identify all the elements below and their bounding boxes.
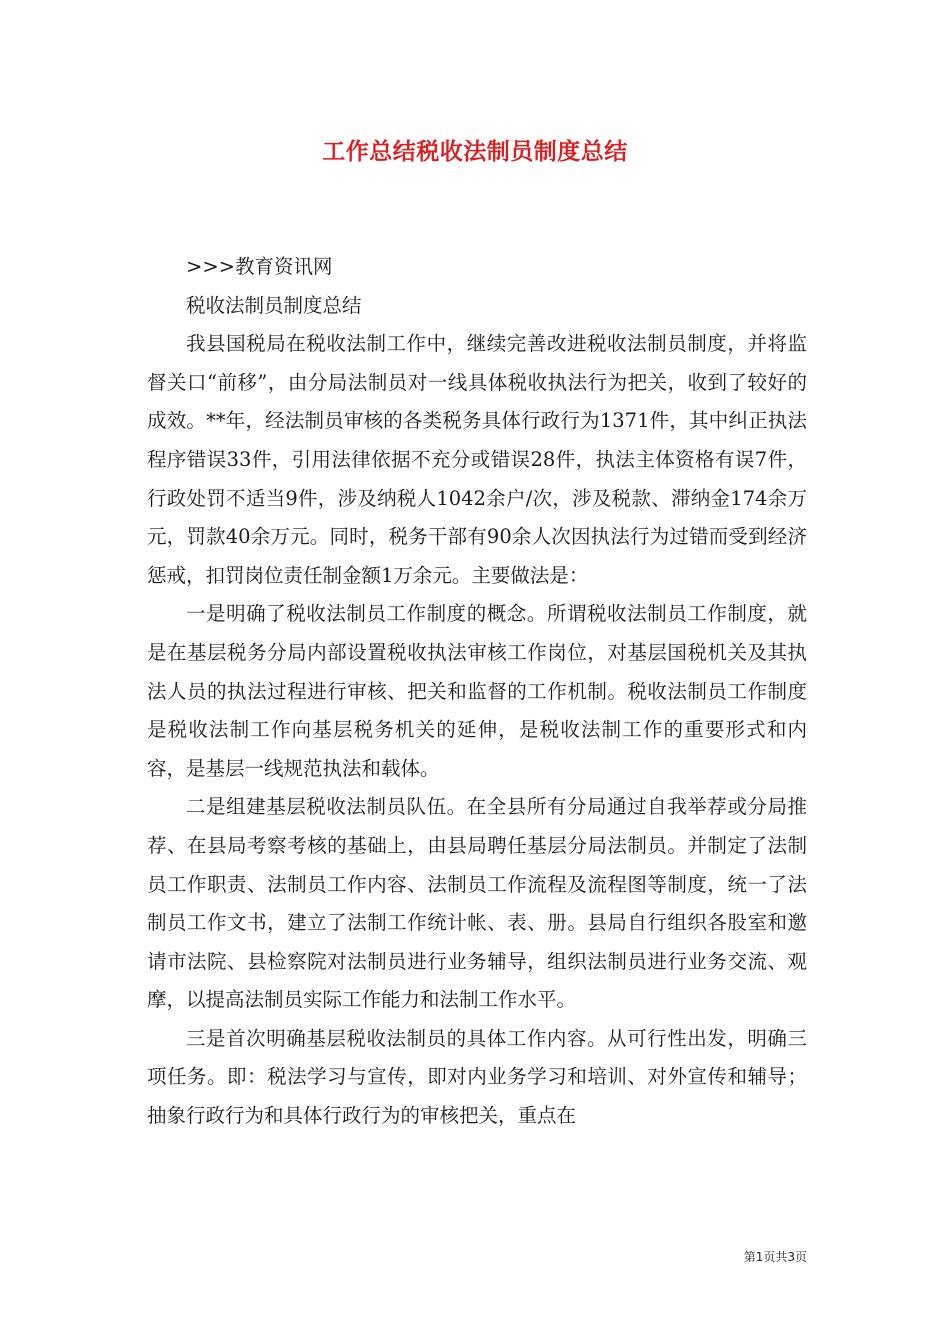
document-subtitle: 税收法制员制度总结 bbox=[186, 293, 362, 317]
paragraph: 二是组建基层税收法制员队伍。在全县所有分局通过自我举荐或分局推荐、在县局考察考核的基础上，由县局聘任基层分局法制员。并制定了法制员工作职责、法制员工作内容、法制员工作流程及流程图等制度，统一了法制员工作文书，建立了法制工作统计帐、表、册。县局自行组织各股室和邀请市法院、县检察院对法制员进行业务辅导，组织法制员进行业务交流、观摩，以提高法制员实际工作能力和法制工作水平。 bbox=[147, 795, 807, 1012]
paragraph: 我县国税局在税收法制工作中，继续完善改进税收法制员制度，并将监督关口“前移”，由分局法制员对一线具体税收执法行为把关，收到了较好的成效。**年，经法制员审核的各类税务具体行政行为1371件，其中纠正执法程序错误33件，引用法律依据不充分或错误28件，执法主体资格有误7件，行政处罚不适当9件，涉及纳税人1042余户/次，涉及税款、滞纳金174余万元，罚款40余万元。同时，税务干部有90余人次因执法行为过错而受到经济惩戒，扣罚岗位责任制金额1万余元。主要做法是： bbox=[147, 332, 807, 587]
page-number-footer: 第1页共3页 bbox=[743, 1250, 807, 1264]
source-line: >>>教育资讯网 bbox=[186, 255, 333, 278]
document-title: 工作总结税收法制员制度总结 bbox=[322, 138, 628, 165]
document-body bbox=[147, 248, 807, 1136]
paragraph: 三是首次明确基层税收法制员的具体工作内容。从可行性出发，明确三项任务。即：税法学习与宣传，即对内业务学习和培训、对外宣传和辅导；抽象行政行为和具体行政行为的审核把关，重点在 bbox=[147, 1026, 807, 1128]
paragraph: 一是明确了税收法制员工作制度的概念。所谓税收法制员工作制度，就是在基层税务分局内部设置税收执法审核工作岗位，对基层国税机关及其执法人员的执法过程进行审核、把关和监督的工作机制。税收法制员工作制度是税收法制工作向基层税务机关的延伸，是税收法制工作的重要形式和内容，是基层一线规范执法和载体。 bbox=[147, 602, 807, 780]
